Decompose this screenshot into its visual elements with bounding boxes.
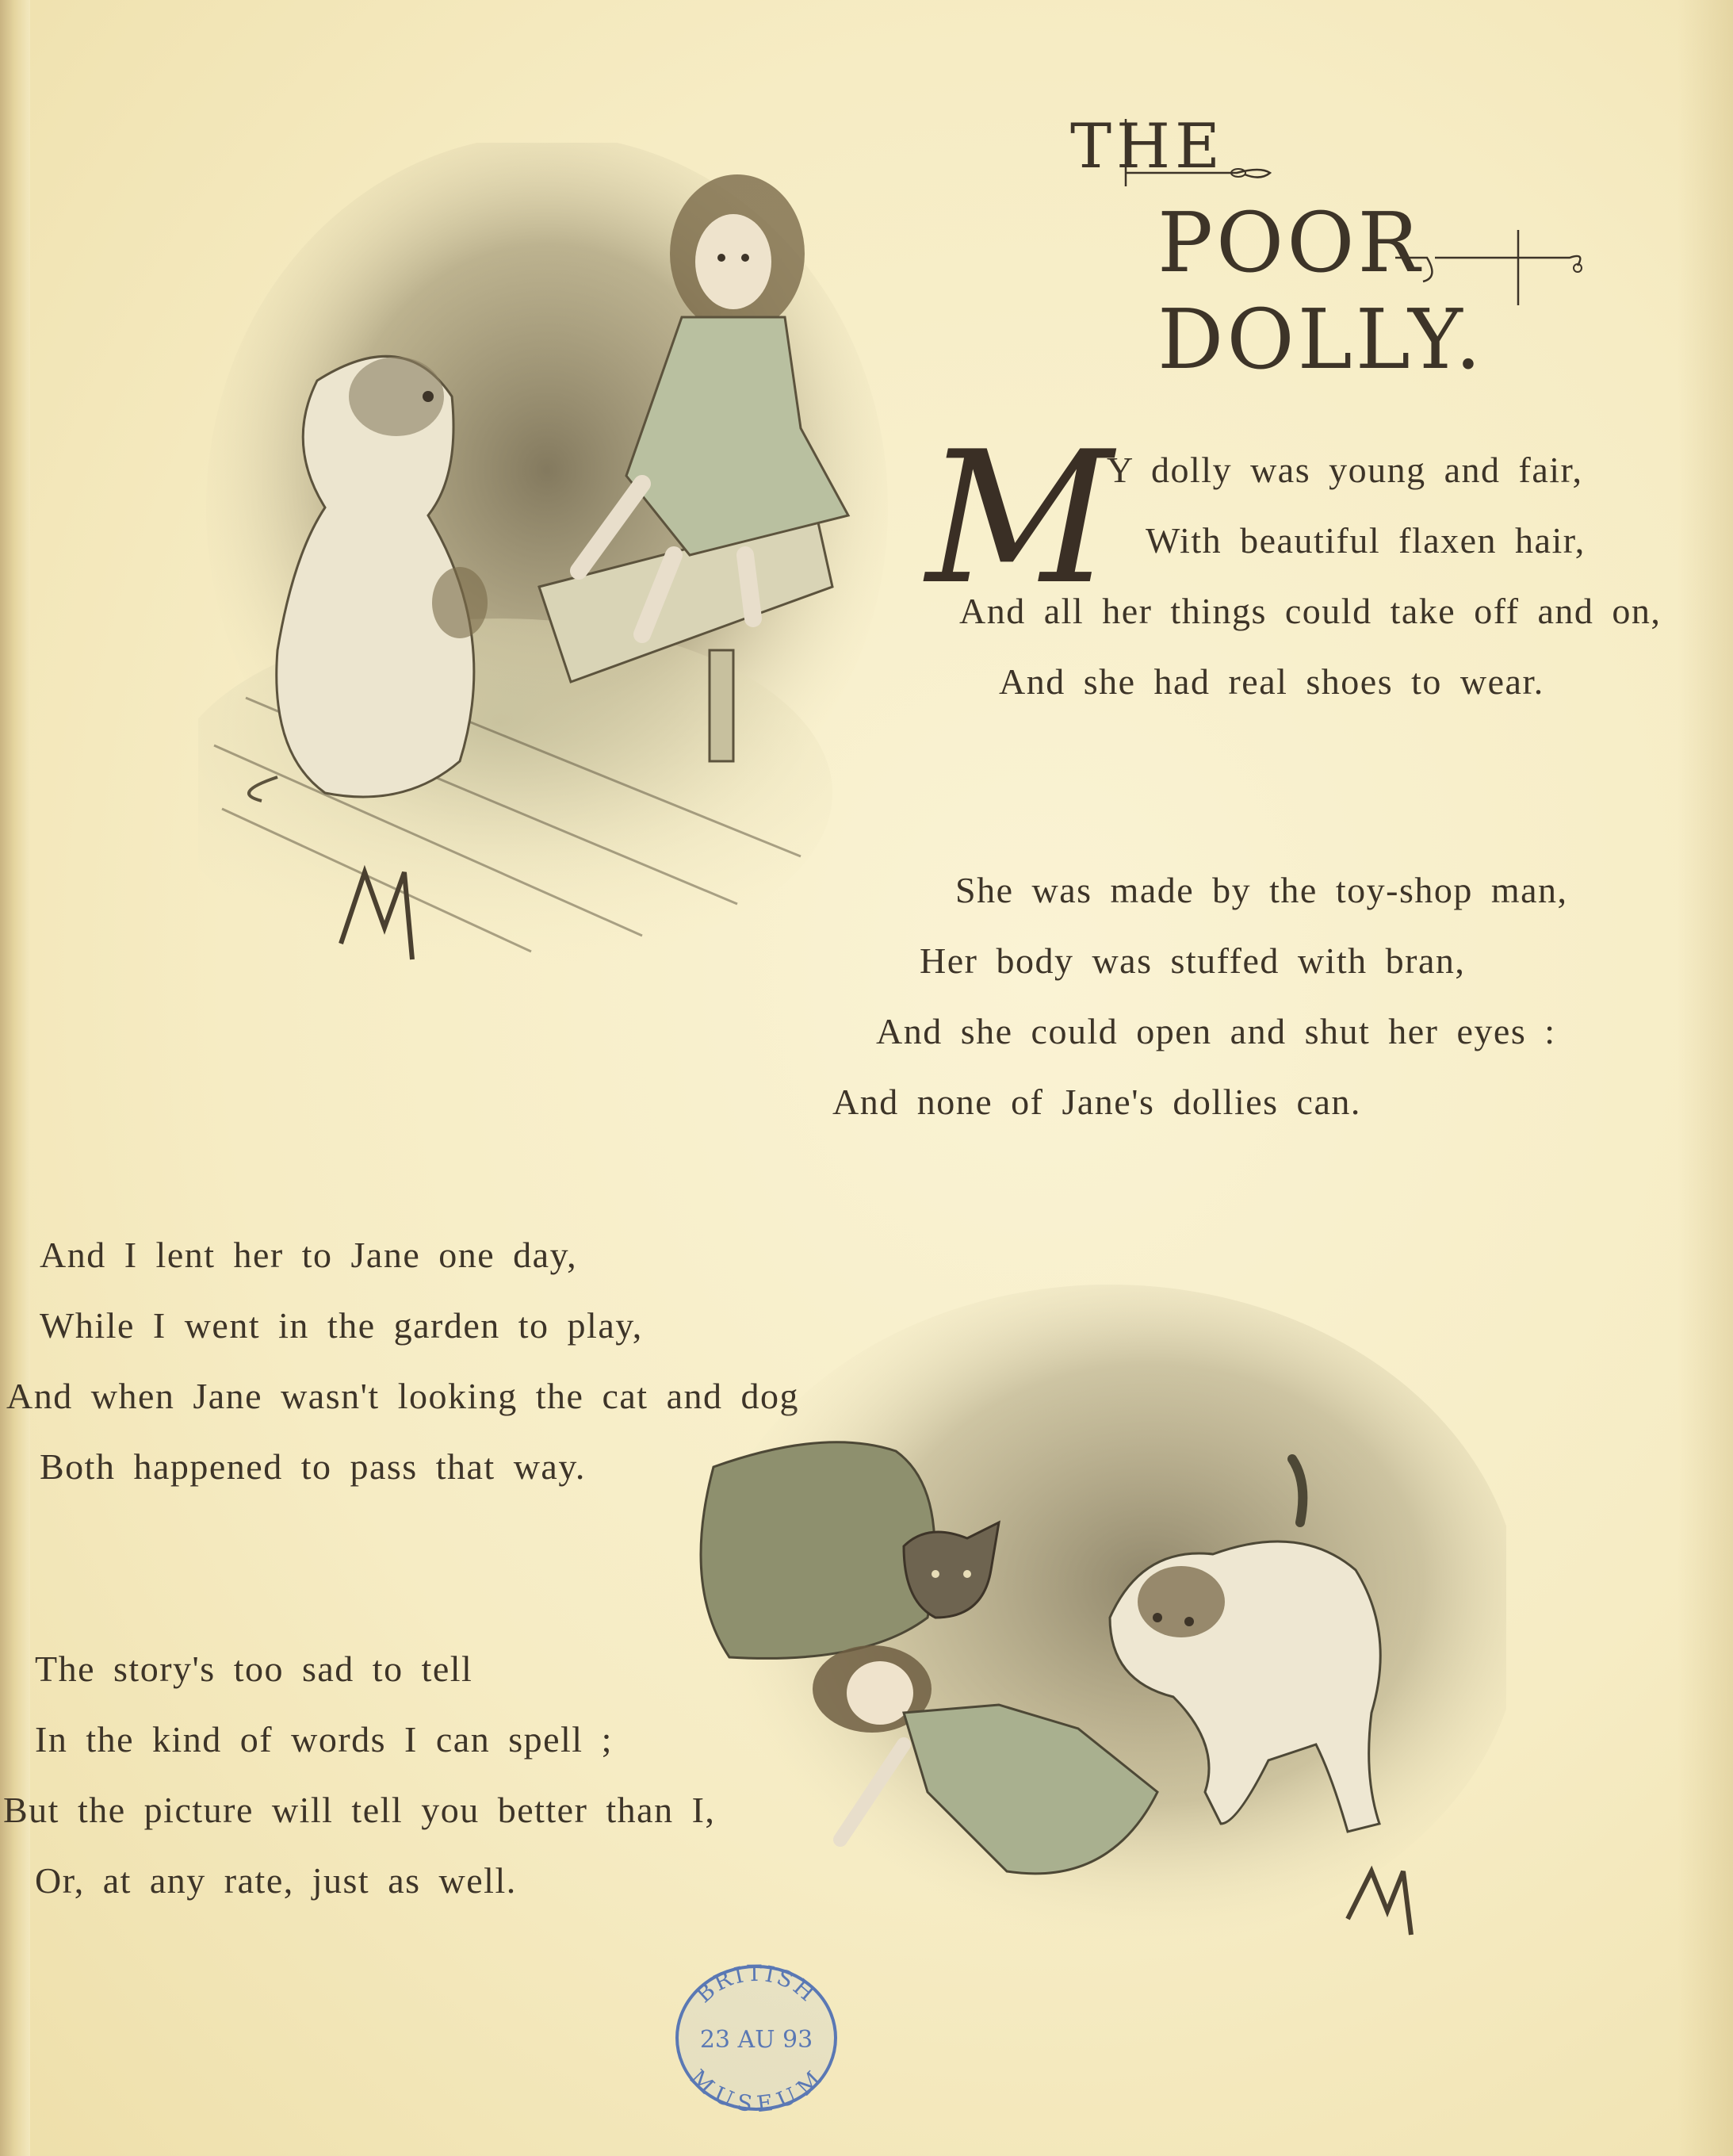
stanza-2-line-4: And none of Jane's dollies can.: [832, 1082, 1361, 1122]
stanza-1-line-4: And she had real shoes to wear.: [999, 661, 1544, 702]
dog-and-doll-on-bench-illustration: [198, 143, 896, 983]
stanza-3-line-4: Both happened to pass that way.: [40, 1446, 586, 1487]
stanza-1: [959, 435, 1661, 717]
stamp-date: 23 AU 93: [699, 2026, 813, 2054]
stanza-2-line-1: She was made by the toy-shop man,: [955, 870, 1568, 910]
stanza-1-line-2: With beautiful flaxen hair,: [1146, 520, 1586, 561]
poem-title: [1062, 111, 1601, 388]
stanza-4-line-3: But the picture will tell you better than I,: [3, 1790, 716, 1830]
stanza-3-line-3: And when Jane wasn't looking the cat and dog: [6, 1376, 799, 1416]
title-main: POOR DOLLY.: [1157, 194, 1485, 388]
stanza-1-line-1: Y dolly was young and fair,: [1107, 450, 1583, 490]
stamp-top-text: BRITISH: [691, 1959, 822, 2009]
stanza-2-line-3: And she could open and shut her eyes :: [876, 1011, 1556, 1051]
stanza-3-line-1: And I lent her to Jane one day,: [40, 1235, 578, 1275]
stamp-bottom-text: MUSEUM: [684, 2064, 828, 2117]
stanza-1-line-3: And all her things could take off and on,: [959, 591, 1662, 631]
stanza-2: [832, 855, 1568, 1137]
page-edge: [1678, 0, 1733, 2156]
stanza-4-line-2: In the kind of words I can spell ;: [35, 1719, 613, 1760]
stanza-4: [3, 1633, 715, 1916]
stanza-3-line-2: While I went in the garden to play,: [40, 1305, 643, 1346]
stanza-4-line-4: Or, at any rate, just as well.: [35, 1860, 517, 1901]
cat-dog-and-doll-on-floor-illustration: [666, 1285, 1506, 1982]
title-the: THE: [1070, 111, 1225, 182]
stanza-4-line-1: The story's too sad to tell: [35, 1649, 473, 1689]
drop-cap: M: [926, 413, 1113, 625]
stanza-2-line-2: Her body was stuffed with bran,: [920, 940, 1466, 981]
british-museum-stamp: [669, 1959, 844, 2117]
